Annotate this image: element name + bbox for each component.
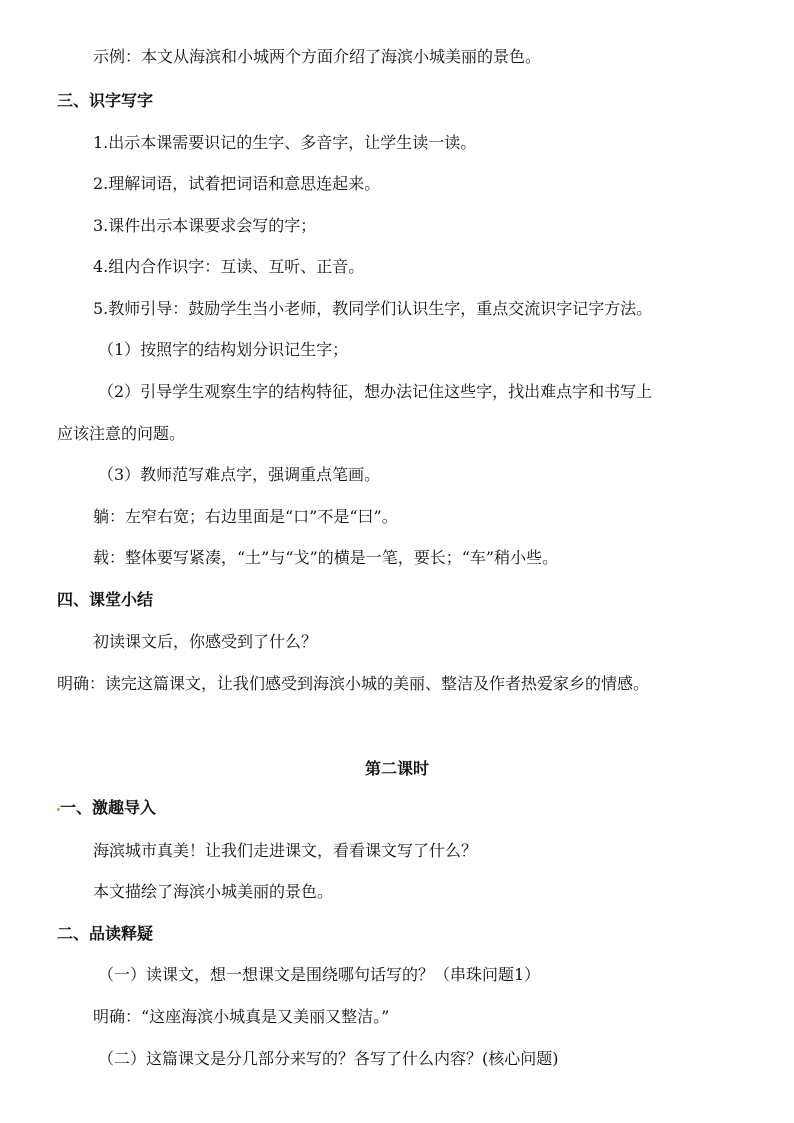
sub-item: （3）教师范写难点字，强调重点笔画。 [98, 465, 381, 484]
list-item: 3.课件出示本课要求会写的字； [93, 216, 317, 235]
question: （二）这篇课文是分几部分来写的？各写了什么内容？(核心问题) [98, 1049, 559, 1068]
paragraph: 明确：读完这篇课文，让我们感受到海滨小城的美丽、整洁及作者热爱家乡的情感。 [57, 674, 650, 693]
character-note: 载：整体要写紧凑，“土”与“戈”的横是一笔，要长；“车”稍小些。 [93, 548, 559, 567]
section-heading: 三、识字写字 [57, 91, 154, 110]
section-heading: 一、激趣导入 [60, 798, 157, 817]
section-heading: 四、课堂小结 [57, 590, 154, 609]
question: （一）读课文，想一想课文是围绕哪句话写的？（串珠问题1） [98, 965, 541, 984]
sub-item: （1）按照字的结构划分识记生字； [98, 340, 349, 359]
character-note: 躺：左窄右宽；右边里面是“口”不是“曰”。 [93, 507, 398, 526]
list-item: 5.教师引导：鼓励学生当小老师，教同学们认识生字，重点交流识字记字方法。 [93, 299, 653, 318]
sub-item-continued: 应该注意的问题。 [57, 424, 186, 443]
list-item: 4.组内合作识字：互读、互听、正音。 [93, 257, 365, 276]
list-item: 1.出示本课需要识记的生字、多音字，让学生读一读。 [93, 133, 477, 152]
paragraph: 本文描绘了海滨小城美丽的景色。 [93, 882, 334, 901]
sub-item: （2）引导学生观察生字的结构特征，想办法记住这些字，找出难点字和书写上 [98, 382, 653, 401]
list-item: 2.理解词语，试着把词语和意思连起来。 [93, 174, 381, 193]
paragraph: 海滨城市真美！让我们走进课文，看看课文写了什么？ [93, 841, 478, 860]
paragraph: 初读课文后，你感受到了什么？ [93, 632, 318, 651]
section-heading: 二、品读释疑 [57, 924, 154, 943]
lesson-title: 第二课时 [364, 759, 429, 778]
example-line: 示例：本文从海滨和小城两个方面介绍了海滨小城美丽的景色。 [93, 47, 542, 66]
answer: 明确：“这座海滨小城真是又美丽又整洁。” [93, 1007, 390, 1026]
